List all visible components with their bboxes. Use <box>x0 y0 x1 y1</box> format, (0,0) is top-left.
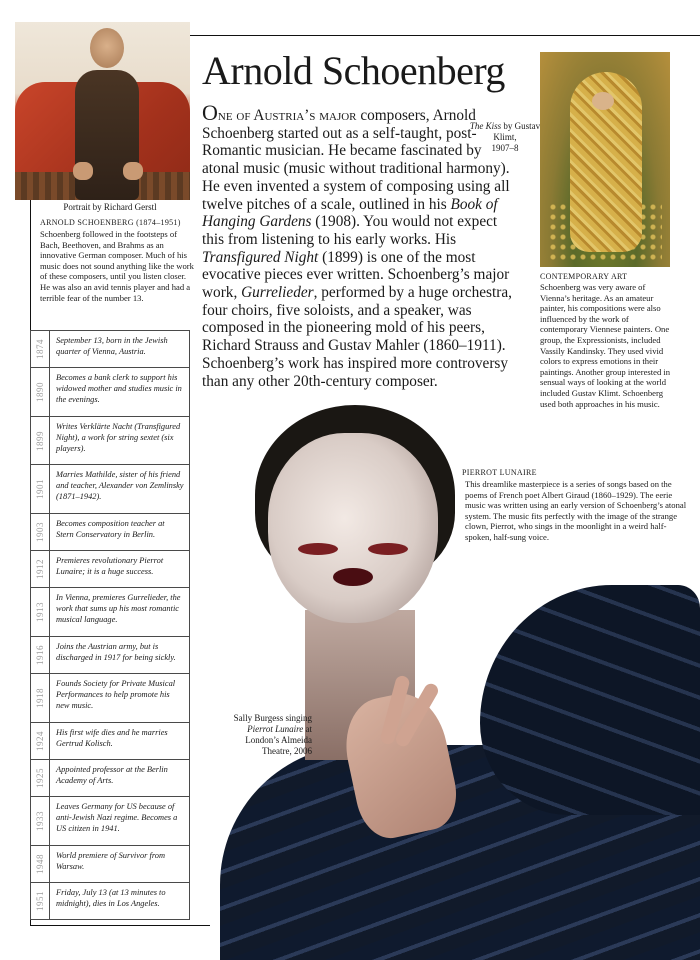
timeline-row <box>30 883 190 920</box>
performer-caption <box>222 713 312 757</box>
timeline-row <box>30 846 190 883</box>
performer-mouth <box>333 568 373 586</box>
frame-bottom-rule <box>30 925 210 926</box>
timeline-year: 1912 <box>35 559 45 579</box>
timeline-row <box>30 330 190 368</box>
performer-caption-line: at London’s Almeida Theatre, 2006 <box>245 724 312 756</box>
art-text: Schoenberg was very aware of Vienna’s heritage. As an amateur painter, his compositions were also influenced by the work of contemporary Viennese painters. One group, the Expressionists, included Vassily Kandinsky. They used vivid colors to express emotions in their paintings. Another group interested in sensual ways of looking at the world included Gustav Klimt. Schoenberg used both approaches in his music. <box>540 282 671 409</box>
performer-caption-line: Sally Burgess singing <box>233 713 312 723</box>
performer-left-eye <box>298 543 338 555</box>
timeline-event: Founds Society for Private Musical Performances to help promote his new music. <box>56 679 176 710</box>
intro-work-title: Book of Hanging Gardens <box>202 195 498 231</box>
bio-heading: ARNOLD SCHOENBERG (1874–1951) <box>40 218 181 227</box>
timeline-event: Becomes a bank clerk to support his widowed mother and studies music in the evenings. <box>56 373 182 404</box>
klimt-kiss-painting <box>540 52 670 267</box>
timeline-row <box>30 797 190 846</box>
timeline-row <box>30 674 190 723</box>
timeline-year: 1933 <box>35 811 45 831</box>
timeline-event: Premieres revolutionary Pierrot Lunaire; it is a huge success. <box>56 556 164 576</box>
timeline-event: September 13, born in the Jewish quarter of Vienna, Austria. <box>56 336 168 356</box>
intro-lead-words: ne of Austria’s major <box>217 107 357 124</box>
timeline-event: In Vienna, premieres Gurrelieder, the work that sums up his most romantic musical language. <box>56 593 181 624</box>
bio-text: Schoenberg followed in the footsteps of Bach, Beethoven, and Brahms as an innovative German composer. Much of his music does not sound anything like the work of these composers, until you listen closer. He was also an avid tennis player and had a terrible fear of the number 13. <box>40 229 194 303</box>
timeline-event: Friday, July 13 (at 13 minutes to midnight), dies in Los Angeles. <box>56 888 166 908</box>
pierrot-text: This dreamlike masterpiece is a series of songs based on the poems of French poet Albert Giraud (1860–1929). The eerie music was written using an early version of Schoenberg’s atonal system. The music fits perfectly with the image of the strange clown, Pierrot, who sings in the moonlight in a weird half-spoken, half-sung voice. <box>465 479 687 542</box>
timeline-event: Appointed professor at the Berlin Academy of Arts. <box>56 765 168 785</box>
timeline-event: Becomes composition teacher at Stern Conservatory in Berlin. <box>56 519 165 539</box>
timeline-year: 1890 <box>35 382 45 402</box>
timeline-row <box>30 588 190 637</box>
timeline-row <box>30 723 190 760</box>
timeline-row <box>30 417 190 465</box>
timeline-event: Writes Verklärte Nacht (Transfigured Night), a work for string sextet (six players). <box>56 422 181 453</box>
painting-face <box>592 92 614 110</box>
timeline-year: 1948 <box>35 854 45 874</box>
intro-drop-letter: O <box>202 100 218 125</box>
performer-ruff-collar <box>480 585 700 815</box>
performer-face <box>268 433 438 623</box>
schoenberg-portrait <box>15 22 190 200</box>
timeline-event: Marries Mathilde, sister of his friend and teacher, Alexander von Zemlinsky (1871–1942). <box>56 470 184 501</box>
intro-work-title: Gurrelieder <box>241 284 314 302</box>
portrait-hand <box>73 162 93 180</box>
intro-text: composers, Arnold Schoenberg started out as a self-taught, post-Romantic musician. He became fascinated by atonal music (music without traditional harmony). He even invented a system of composing using all twelve pitches of a scale, outlined in his <box>202 107 510 213</box>
timeline-event: His first wife dies and he marries Gertrud Kolisch. <box>56 728 168 748</box>
timeline-year: 1874 <box>35 339 45 359</box>
timeline-table <box>30 330 190 920</box>
timeline-year: 1901 <box>35 479 45 499</box>
timeline-row <box>30 637 190 674</box>
timeline-year: 1916 <box>35 645 45 665</box>
timeline-year: 1951 <box>35 891 45 911</box>
timeline-year: 1924 <box>35 731 45 751</box>
timeline-year: 1925 <box>35 768 45 788</box>
intro-work-title: Transfigured Night <box>202 248 319 266</box>
performer-work-title: Pierrot Lunaire <box>247 724 304 734</box>
timeline-year: 1913 <box>35 602 45 622</box>
timeline-year: 1918 <box>35 688 45 708</box>
art-heading: CONTEMPORARY ART <box>540 272 628 281</box>
timeline-year: 1899 <box>35 430 45 451</box>
intro-text: (1908). You would not expect this from listening to his early works. His <box>202 213 498 248</box>
kiss-date: 1907–8 <box>491 143 519 153</box>
timeline-event: World premiere of Survivor from Warsaw. <box>56 851 166 871</box>
timeline-event: Joins the Austrian army, but is discharged in 1917 for being sickly. <box>56 642 176 662</box>
portrait-head <box>90 28 124 68</box>
timeline-event: Leaves Germany for US because of anti-Jewish Nazi regime. Becomes a US citizen in 1941. <box>56 802 178 833</box>
portrait-caption: Portrait by Richard Gerstl <box>63 202 157 212</box>
kiss-artist: by Gustav Klimt, <box>493 121 541 142</box>
timeline-row <box>30 514 190 551</box>
timeline-row <box>30 465 190 514</box>
timeline-row <box>30 760 190 797</box>
portrait-figure <box>75 70 139 200</box>
page-title: Arnold Schoenberg <box>202 48 505 93</box>
timeline-year: 1903 <box>35 522 45 542</box>
kiss-caption <box>463 121 547 154</box>
intro-text: (1899) is one of the most evocative pieces ever written. Schoenberg’s major work, <box>202 248 510 302</box>
portrait-hand <box>123 162 143 180</box>
pierrot-heading: PIERROT LUNAIRE <box>462 468 537 477</box>
timeline-row <box>30 551 190 588</box>
kiss-title: The Kiss <box>469 121 502 131</box>
intro-text: , performed by a huge orchestra, four choirs, five soloists, and a speaker, was composed in the pioneering mold of his peers, Richard Strauss and Gustav Mahler (1860–1911). Schoenberg’s work has inspired more controversy than any other 20th-century composer. <box>202 284 512 390</box>
performer-right-eye <box>368 543 408 555</box>
timeline-row <box>30 368 190 417</box>
